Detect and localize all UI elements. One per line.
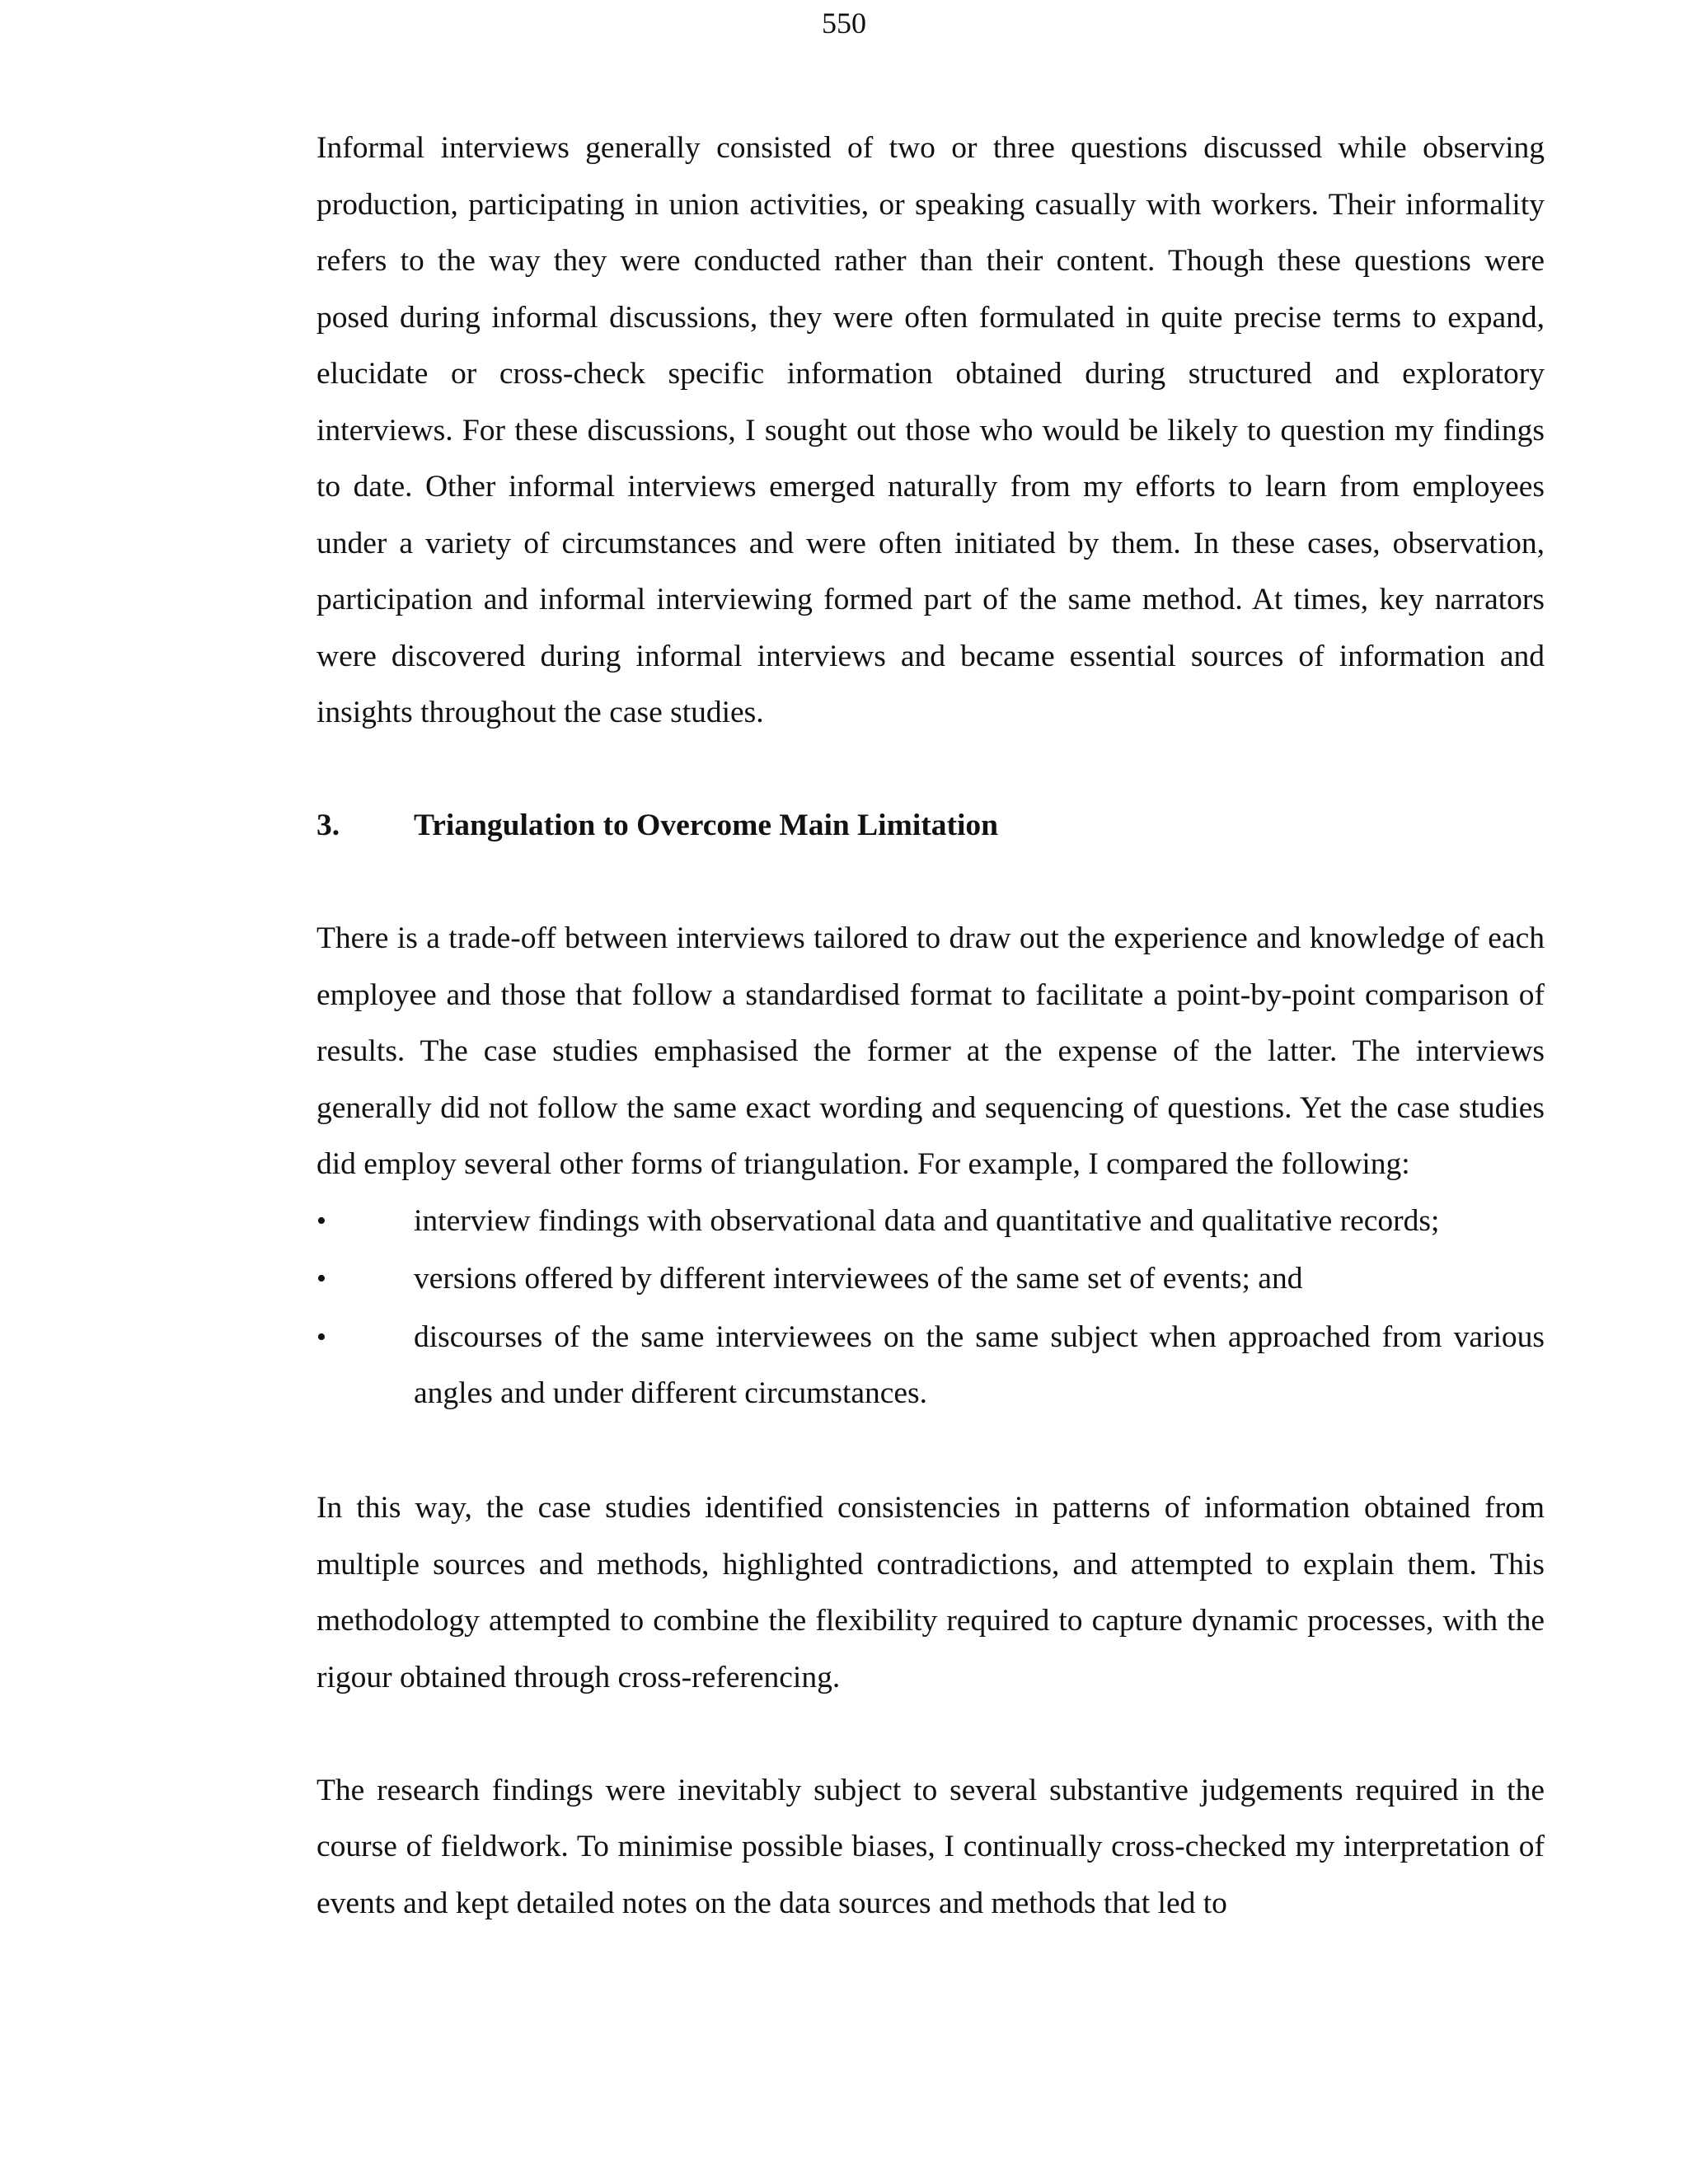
bullet-icon: •: [316, 1321, 326, 1352]
paragraph-spacer: [316, 855, 1545, 912]
section-heading: [316, 798, 1545, 855]
paragraph-spacer: [316, 742, 1545, 799]
paragraph-spacer: [316, 1706, 1545, 1763]
page-number-text: 550: [822, 7, 866, 40]
bullet-icon: •: [316, 1263, 326, 1294]
document-body: [316, 120, 1545, 1932]
paragraph-consistencies: In this way, the case studies identified consistencies in patterns of information obtained from multiple sources and methods, highlighted contradictions, and attempted to explain them. This methodology attempted to combine the flexibility required to capture dynamic processes, with the rigour obtained through cross-referencing.: [316, 1491, 1545, 1694]
comparison-list: [316, 1193, 1545, 1422]
section-number: 3.: [316, 808, 340, 842]
list-item: [316, 1310, 1545, 1422]
page-number: [0, 7, 1688, 59]
list-item: [316, 1193, 1545, 1250]
paragraph-trade-off: There is a trade-off between interviews tailored to draw out the experience and knowledge of each employee and those that follow a standardised format to facilitate a point-by-point comparison of results. The case studies emphasised the former at the expense of the latter. The interviews generally did not follow the same exact wording and sequencing of questions. Yet the case studies did employ several other forms of triangulation. For example, I compared the following:: [316, 921, 1545, 1181]
bullet-icon: •: [316, 1205, 326, 1236]
list-item: [316, 1251, 1545, 1308]
section-title: Triangulation to Overcome Main Limitation: [414, 808, 998, 842]
list-item-text: versions offered by different interviewees of the same set of events; and: [414, 1262, 1303, 1296]
list-item-text: interview findings with observational data and quantitative and qualitative records;: [414, 1203, 1440, 1238]
paragraph-spacer: [316, 1424, 1545, 1481]
paragraph-research-findings: The research findings were inevitably subject to several substantive judgements required in the course of fieldwork. To minimise possible biases, I continually cross-checked my interpretation of events and kept detailed notes on the data sources and methods that led to: [316, 1773, 1545, 1920]
paragraph-informal-interviews: Informal interviews generally consisted of two or three questions discussed while observing production, participating in union activities, or speaking casually with workers. Their informality refers to the way they were conducted rather than their content. Though these questions were posed during informal discussions, they were often formulated in quite precise terms to expand, elucidate or cross-check specific information obtained during structured and exploratory interviews. For these discussions, I sought out those who would be likely to question my findings to date. Other informal interviews emerged naturally from my efforts to learn from employees under a variety of circumstances and were often initiated by them. In these cases, observation, participation and informal interviewing formed part of the same method. At times, key narrators were discovered during informal interviews and became essential sources of information and insights throughout the case studies.: [316, 131, 1545, 729]
list-item-text: discourses of the same interviewees on the same subject when approached from various angles and under different circumstances.: [414, 1319, 1545, 1410]
